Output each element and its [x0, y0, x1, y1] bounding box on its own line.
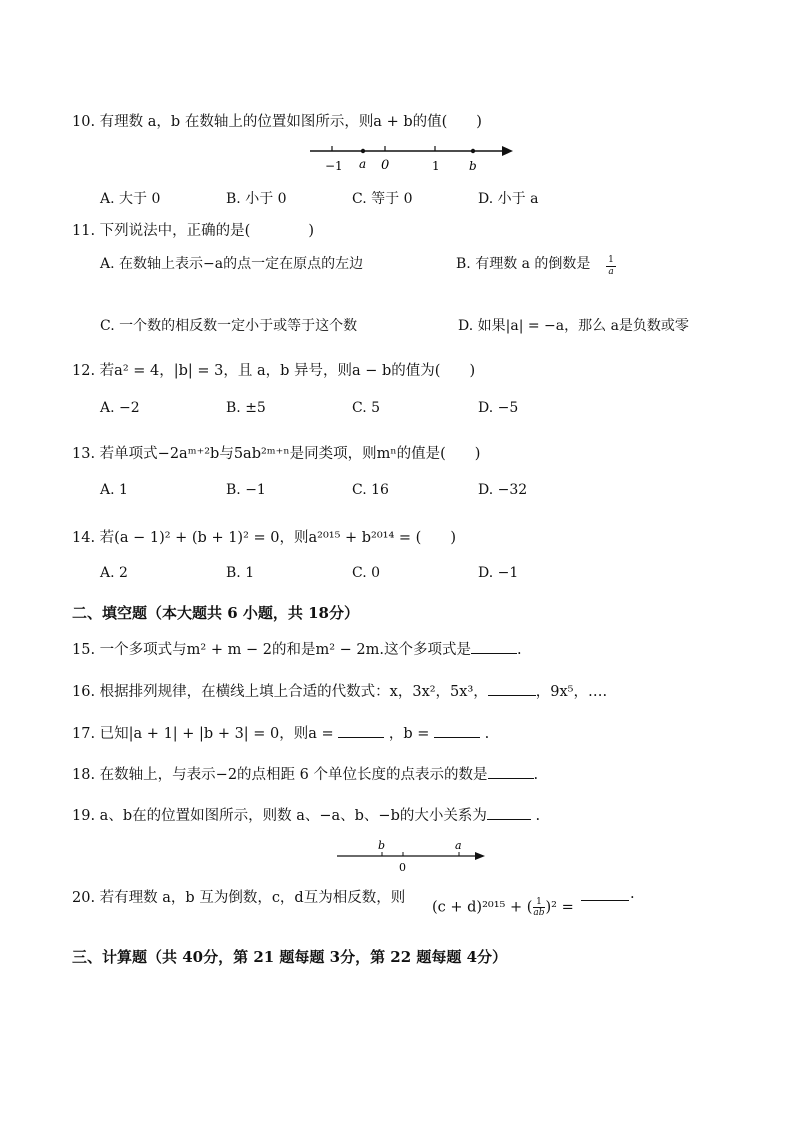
q12-option-d: D. −5 [478, 400, 519, 416]
q17-mid: ，b = [388, 726, 430, 742]
q12-option-b: B. ±5 [226, 400, 266, 416]
label-a: a [455, 839, 462, 852]
q19-row [72, 804, 540, 825]
q12-text: 12. 若a² = 4，|b| = 3，且 a，b 异号，则a − b的值为( ) [72, 363, 476, 379]
q11-option-b-fraction [606, 255, 616, 278]
q13-text: 13. 若单项式−2aᵐ⁺²b与5ab²ᵐ⁺ⁿ是同类项，则mⁿ的值是( ) [72, 446, 481, 462]
label-zero: 0 [381, 158, 390, 173]
point-b [471, 149, 475, 153]
q19-answer-blank[interactable] [487, 805, 531, 820]
q20-fraction [533, 897, 544, 918]
q10-number-line [305, 140, 520, 176]
q17-row [72, 722, 489, 743]
label-a: a [359, 157, 367, 171]
q18-row [72, 763, 538, 784]
q17-b-blank[interactable] [434, 723, 480, 738]
section-heading-calculation: 三、计算题（共 40分，第 21 题每题 3分，第 22 题每题 4分） [72, 948, 508, 966]
q15-text: 15. 一个多项式与m² + m − 2的和是m² − 2m.这个多项式是 [72, 642, 471, 658]
fraction-numerator: 1 [608, 255, 614, 265]
q11-text: 11. 下列说法中，正确的是( ) [72, 223, 314, 239]
q19-text: 19. a、b在的位置如图所示，则数 a、−a、b、−b的大小关系为 [72, 808, 487, 824]
q17-end: . [484, 726, 490, 742]
fraction-denominator: a [606, 266, 616, 278]
section-heading-fill-in: 二、填空题（本大题共 6 小题，共 18分） [72, 604, 359, 622]
q11-option-a: A. 在数轴上表示−a的点一定在原点的左边 [100, 256, 364, 272]
q10-text: 10. 有理数 a，b 在数轴上的位置如图所示，则a + b的值( ) [72, 114, 482, 130]
q13-option-c: C. 16 [352, 482, 389, 498]
q11-option-d: D. 如果|a| = −a，那么 a是负数或零 [458, 318, 689, 334]
q16-answer-blank[interactable] [488, 681, 536, 696]
q14-option-d: D. −1 [478, 565, 519, 581]
q15-answer-blank[interactable] [471, 639, 517, 654]
q18-end: . [533, 767, 539, 783]
q13-option-b: B. −1 [226, 482, 266, 498]
q15-end: . [516, 642, 522, 658]
q19-number-line [334, 838, 489, 874]
q14-option-b: B. 1 [226, 565, 255, 581]
q14-text: 14. 若(a − 1)² + (b + 1)² = 0，则a²⁰¹⁵ + b²⁰¹⁴ = ( ) [72, 530, 456, 546]
q11-option-b: B. 有理数 a 的倒数是 [456, 256, 591, 272]
q11-option-c: C. 一个数的相反数一定小于或等于这个数 [100, 318, 358, 334]
q16-row [72, 680, 607, 701]
axis-arrow-icon [475, 852, 485, 860]
q20-answer-blank[interactable] [581, 886, 629, 901]
q12-option-a: A. −2 [100, 400, 140, 416]
q14-option-c: C. 0 [352, 565, 381, 581]
fraction-denominator: ab [533, 908, 545, 918]
axis-arrow-icon [502, 146, 513, 156]
q18-answer-blank[interactable] [488, 764, 534, 779]
fraction-numerator: 1 [536, 897, 542, 907]
q20-expression [432, 897, 574, 918]
q10-option-a: A. 大于 0 [100, 191, 161, 207]
q16-end: ，9x⁵，…. [535, 684, 608, 700]
q10-option-b: B. 小于 0 [226, 191, 287, 207]
label-minus-one: −1 [325, 159, 343, 173]
label-b: b [469, 159, 477, 173]
label-zero: 0 [399, 861, 406, 874]
q12-option-c: C. 5 [352, 400, 381, 416]
q10-option-d: D. 小于 a [478, 191, 539, 207]
q16-text: 16. 根据排列规律，在横线上填上合适的代数式：x，3x²，5x³， [72, 684, 488, 700]
q13-option-d: D. −32 [478, 482, 528, 498]
q13-option-a: A. 1 [100, 482, 128, 498]
point-a [361, 149, 365, 153]
label-one: 1 [432, 159, 440, 173]
q15-row [72, 638, 522, 659]
q17-text: 17. 已知|a + 1| + |b + 3| = 0，则a = [72, 726, 334, 742]
q20-text: 20. 若有理数 a，b 互为倒数，c，d互为相反数，则 [72, 890, 406, 906]
q14-option-a: A. 2 [100, 565, 128, 581]
q17-a-blank[interactable] [338, 723, 384, 738]
q20-end: . [630, 886, 635, 902]
q18-text: 18. 在数轴上，与表示−2的点相距 6 个单位长度的点表示的数是 [72, 767, 488, 783]
q20-expr-part-b: )² = [545, 899, 574, 916]
label-b: b [378, 839, 386, 852]
q19-end: . [535, 808, 541, 824]
q20-expr-part-a: (c + d)²⁰¹⁵ + ( [432, 899, 533, 916]
q10-option-c: C. 等于 0 [352, 191, 413, 207]
